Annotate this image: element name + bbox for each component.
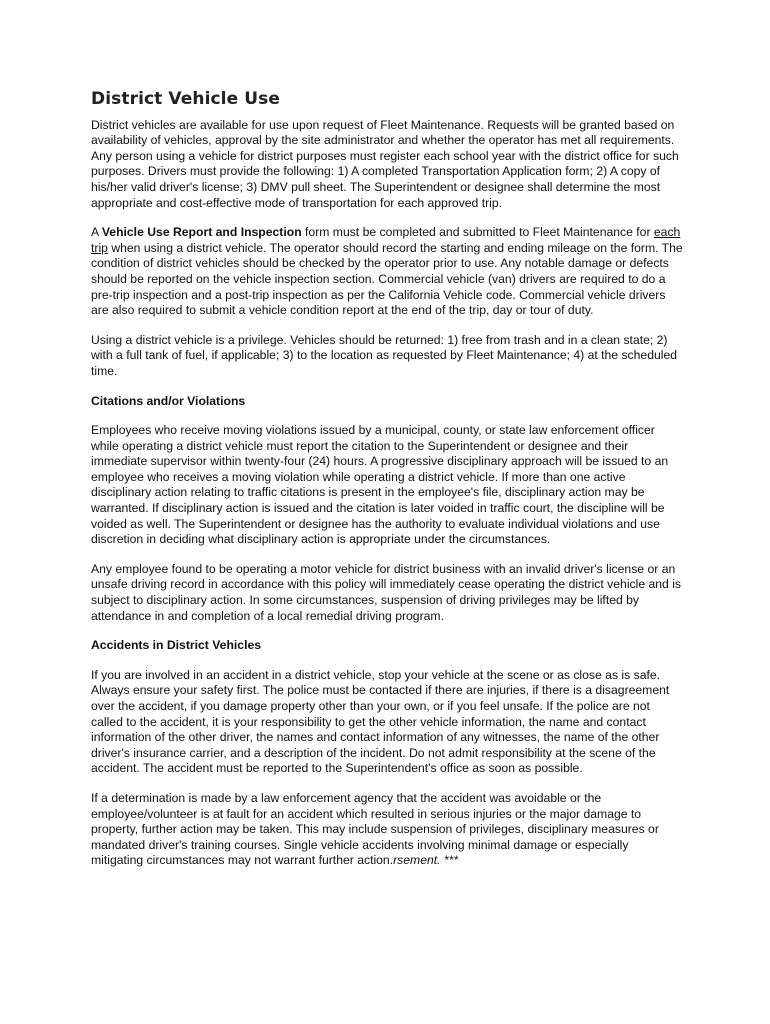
accidents-heading: Accidents in District Vehicles (91, 638, 262, 653)
accidents-paragraph-2-text: If a determination is made by a law enforcement agency that the accident was avoidable or the employee/volunteer is at fault for an accident which resulted in serious injuries or the major damage to property, further action may be taken. This may include suspension of privileges, disciplinary measures or mandated driver's training courses. Single vehicle accidents involving minimal damage or especially mitigating circumstances may not warrant further action. (91, 790, 659, 868)
accidents-paragraph-2 (91, 791, 683, 869)
intro-paragraph: District vehicles are available for use upon request of Fleet Maintenance. Requests will be granted based on availability of vehicles, approval by the site administrator and whether the operator has met all requirements. Any person using a vehicle for district purposes must register each school year with the district office for such purposes. Drivers must provide the following: 1) A completed Transportation Application form; 2) A copy of his/her valid driver's license; 3) DMV pull sheet. The Superintendent or designee shall determine the most appropriate and cost-effective mode of transportation for each approved trip. (91, 117, 679, 210)
privilege-paragraph: Using a district vehicle is a privilege. Vehicles should be returned: 1) free from trash and in a clean state; 2) with a full tank of fuel, if applicable; 3) to the location as requested by Fleet Maintenance; 4) at the scheduled time. (91, 332, 678, 378)
inspection-text-a: A (91, 225, 102, 240)
inspection-text-c: when using a district vehicle. The operator should record the starting and ending mileage on the form. The condition of district vehicles should be checked by the operator prior to use. Any notable damage or defects should be reported on the vehicle inspection section. Commercial vehicle (van) drivers are required to do a pre-trip inspection and a post-trip inspection as per the California Vehicle code. Commercial vehicle drivers are also required to submit a vehicle condition report at the end of the trip, day or tour of duty. (91, 240, 683, 318)
accidents-paragraph-2-tail: rsement. *** (393, 853, 459, 868)
citations-heading: Citations and/or Violations (91, 393, 246, 408)
inspection-text-b: form must be completed and submitted to Fleet Maintenance for (301, 225, 654, 240)
document-page (91, 89, 683, 883)
each-trip-underlined: each trip (91, 225, 681, 255)
inspection-form-name: Vehicle Use Report and Inspection (101, 225, 302, 240)
accidents-paragraph-1: If you are involved in an accident in a district vehicle, stop your vehicle at the scene or as close as is safe. Always ensure your safety first. The police must be contacted if there are injuries, if there is a disagreement over the accident, if you damage property other than your own, or if you feel unsafe. If the police are not called to the accident, it is your responsibility to get the other vehicle information, the name and contact information of the other driver, the names and contact information of any witnesses, the name of the other driver's insurance carrier, and a description of the incident. Do not admit responsibility at the scene of the accident. The accident must be reported to the Superintendent's office as soon as possible. (91, 667, 670, 776)
inspection-paragraph (91, 225, 683, 319)
citations-paragraph-2: Any employee found to be operating a motor vehicle for district business with an invalid driver's license or an unsafe driving record in accordance with this policy will immediately cease operating the district vehicle and is subject to disciplinary action. In some circumstances, suspension of driving privileges may be lifted by attendance in and completion of a local remedial driving program. (91, 561, 682, 623)
citations-paragraph-1: Employees who receive moving violations issued by a municipal, county, or state law enforcement officer while operating a district vehicle must report the citation to the Superintendent or designee and their immediate supervisor within twenty-four (24) hours. A progressive disciplinary approach will be issued to an employee who receives a moving violation while operating a district vehicle. If more than one active disciplinary action relating to traffic citations is present in the employee's file, disciplinary action may be warranted. If disciplinary action is issued and the citation is later voided in traffic court, the discipline will be voided as well. The Superintendent or designee has the authority to evaluate individual violations and use discretion in deciding what disciplinary action is appropriate under the circumstances. (91, 423, 669, 547)
document-title: District Vehicle Use (91, 89, 281, 109)
